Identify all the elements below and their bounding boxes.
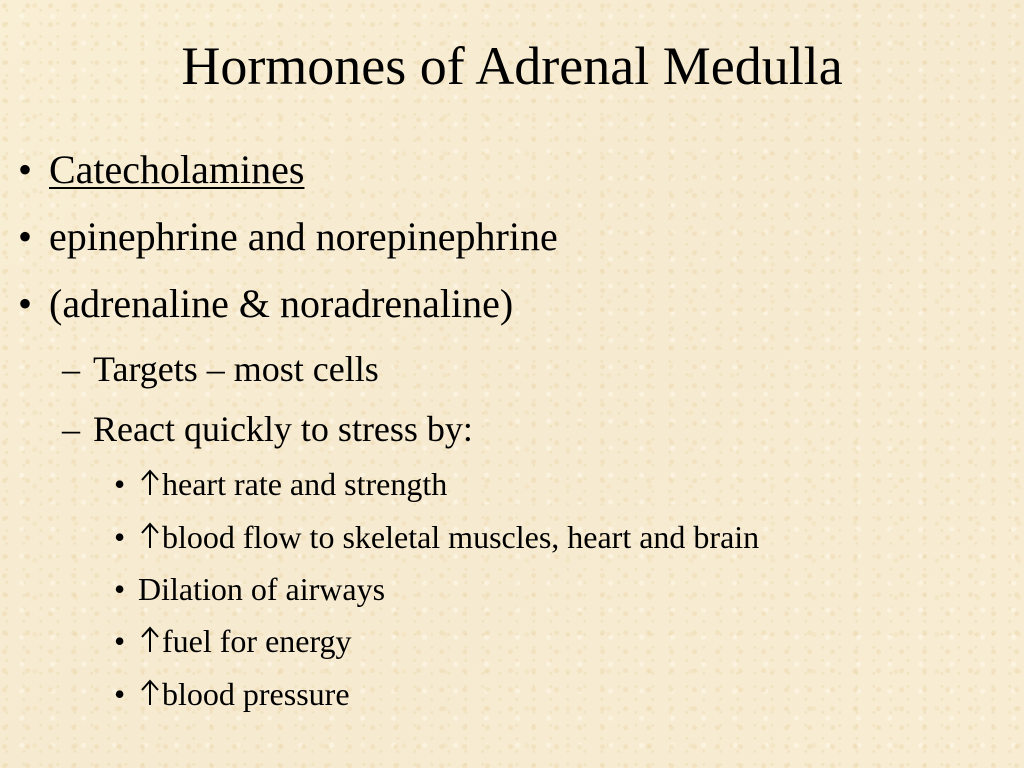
bullet-marker: • <box>114 519 126 555</box>
effect-content <box>138 622 352 660</box>
sub-bullet-text: React quickly to stress by: <box>93 409 473 449</box>
up-arrow-icon <box>138 677 162 707</box>
bullet-marker: • <box>114 466 126 502</box>
effect-content <box>138 675 350 713</box>
bullet-text: epinephrine and norepinephrine <box>49 214 558 259</box>
up-arrow-icon <box>138 467 162 497</box>
dash-marker: – <box>62 349 80 389</box>
bullet-marker: • <box>18 281 33 326</box>
effect-text: Dilation of airways <box>138 571 386 607</box>
effect-text: fuel for energy <box>162 623 352 659</box>
bullet-marker: • <box>18 214 33 259</box>
effect-text: blood pressure <box>162 676 350 712</box>
bullet-marker: • <box>114 676 126 712</box>
effect-text: heart rate and strength <box>162 466 448 502</box>
slide-title: Hormones of Adrenal Medulla <box>181 36 843 96</box>
bullet-marker: • <box>114 623 126 659</box>
sub-bullet-text: Targets – most cells <box>93 349 379 389</box>
up-arrow-icon <box>138 624 162 654</box>
bullet-text: Catecholamines <box>49 147 305 192</box>
effect-content <box>138 518 759 556</box>
bullet-marker: • <box>114 571 126 607</box>
up-arrow-icon <box>138 520 162 550</box>
bullet-marker: • <box>18 147 33 192</box>
dash-marker: – <box>62 409 80 449</box>
effect-text: blood flow to skeletal muscles, heart and brain <box>162 519 760 555</box>
bullet-text: (adrenaline & noradrenaline) <box>49 281 514 326</box>
effect-content <box>138 465 447 503</box>
